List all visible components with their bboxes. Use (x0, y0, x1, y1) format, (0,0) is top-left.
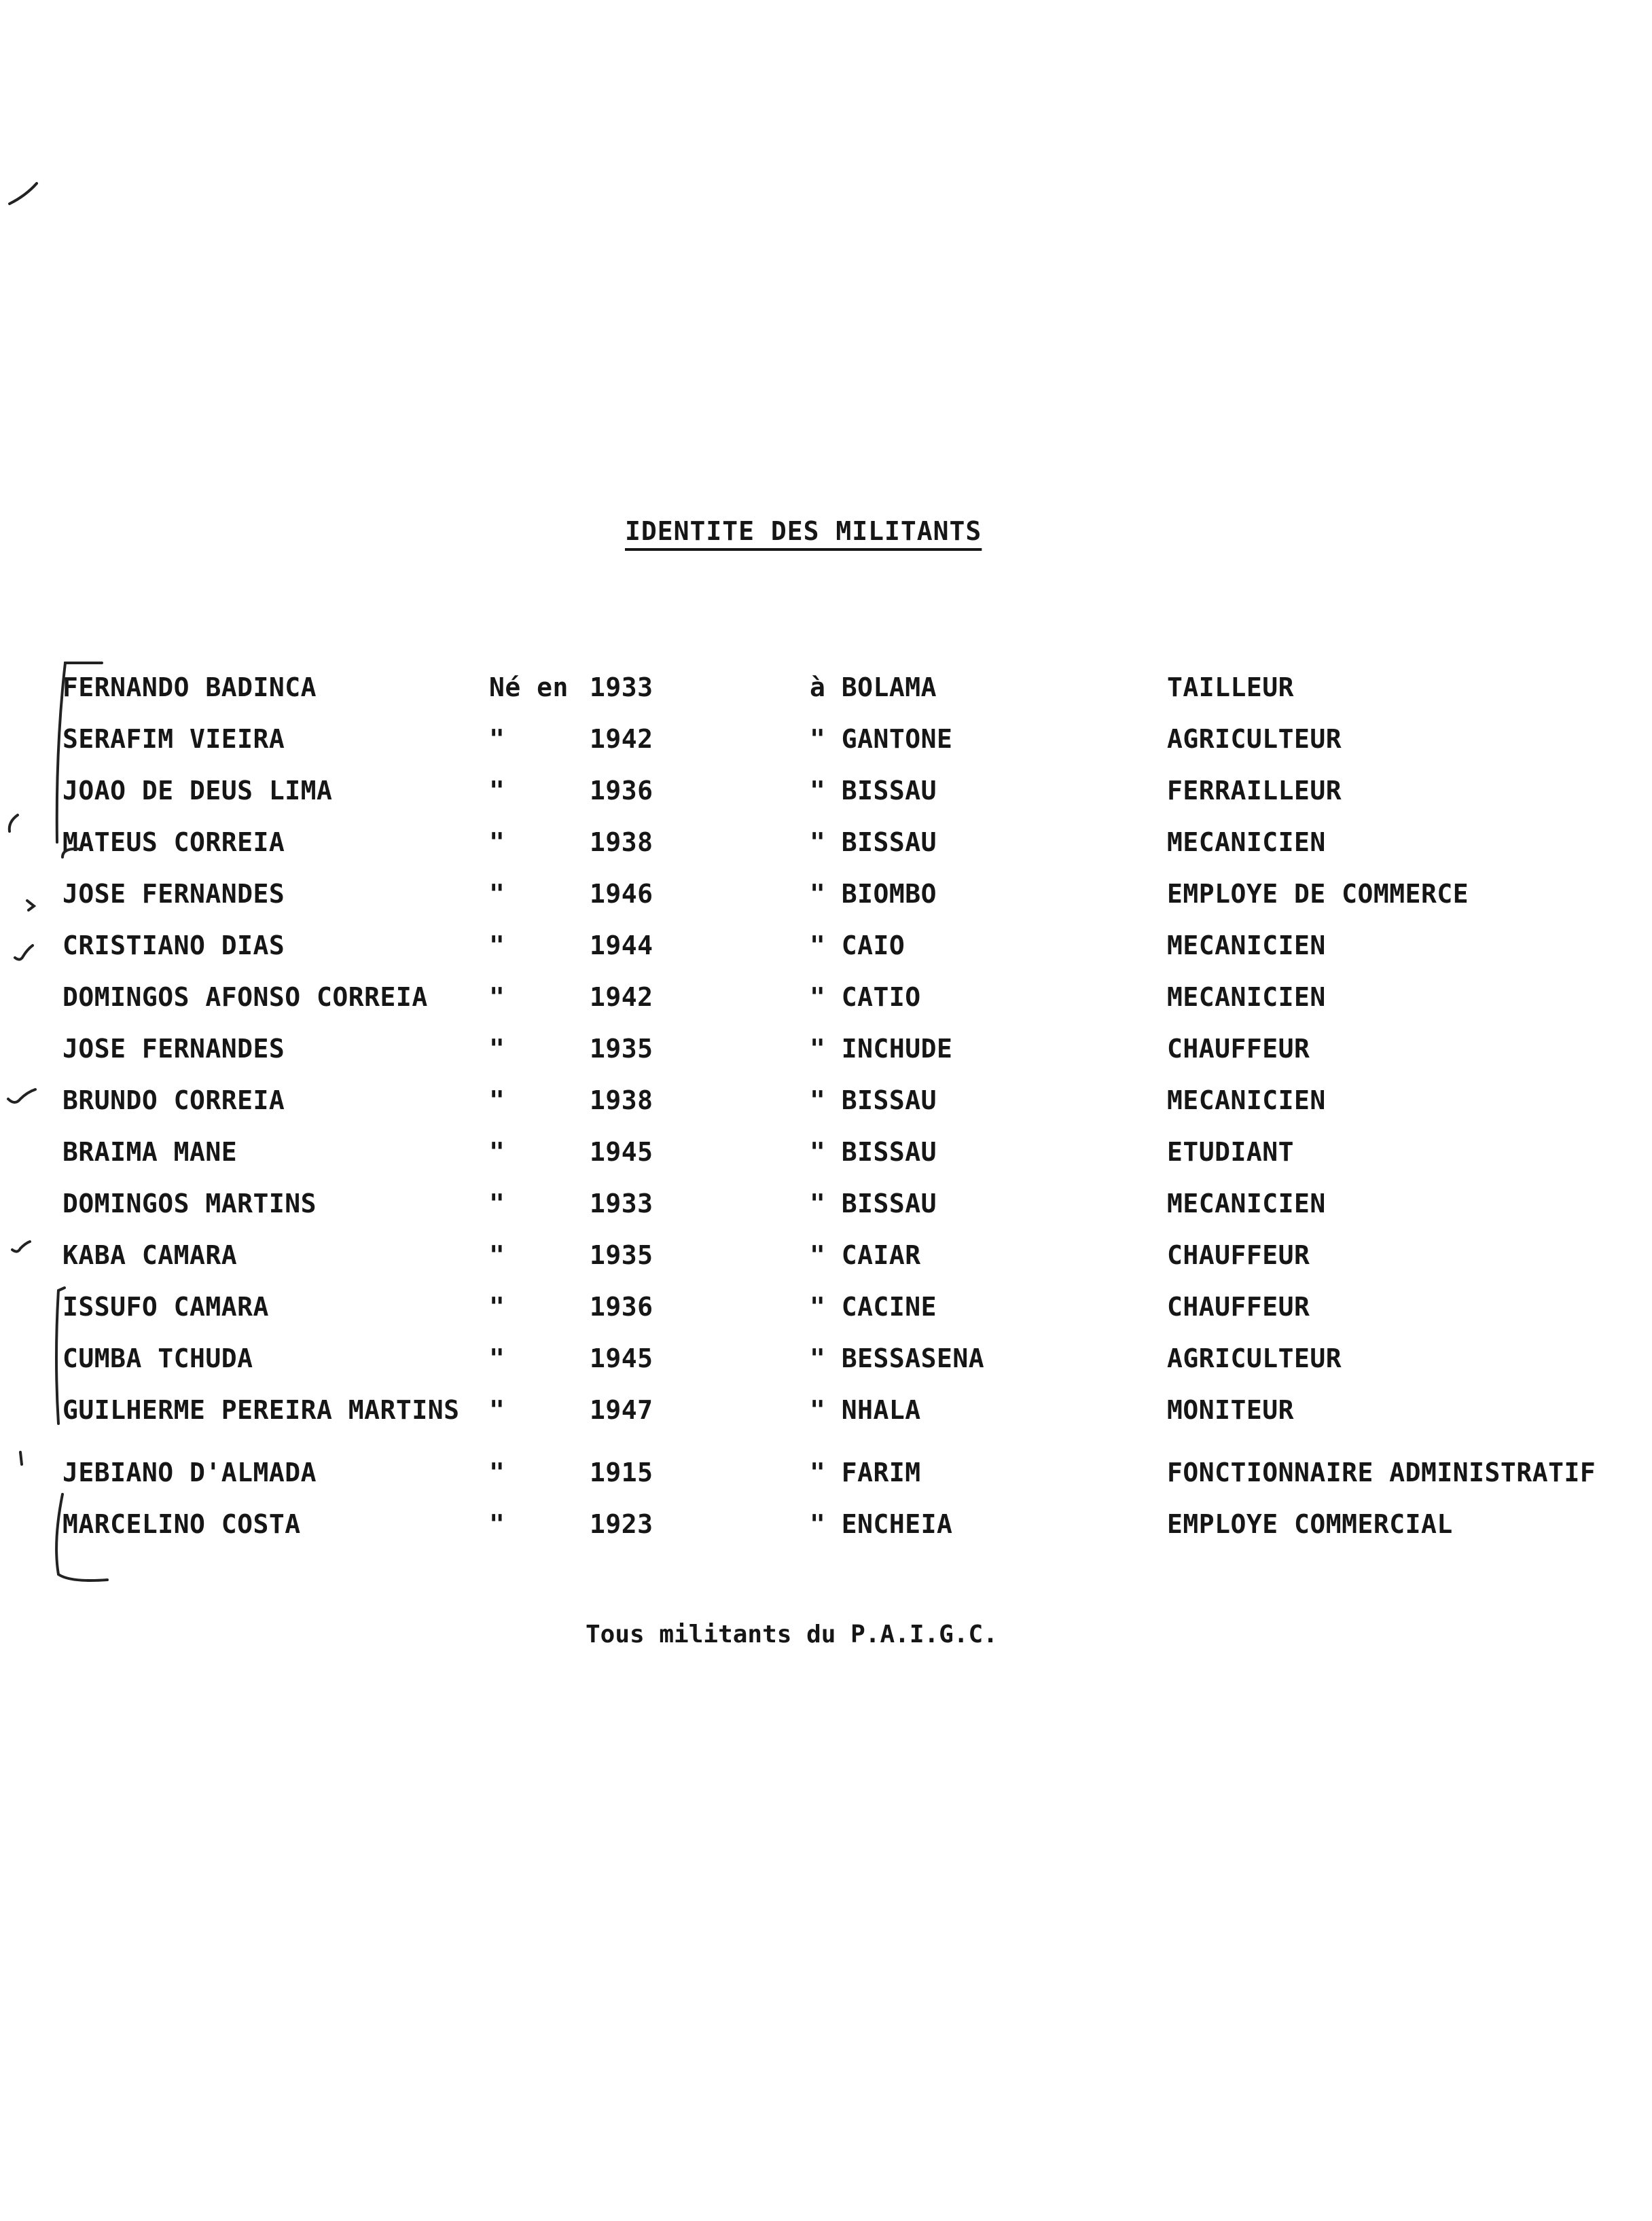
militant-name: BRAIMA MANE (62, 1137, 238, 1167)
roster-row (0, 982, 1652, 1023)
birth-year: 1946 (590, 879, 653, 909)
roster-row (0, 1137, 1652, 1178)
occupation: TAILLEUR (1167, 672, 1295, 702)
occupation: MECANICIEN (1167, 827, 1326, 857)
militant-name: MARCELINO COSTA (62, 1509, 301, 1539)
birth-prefix: " (489, 724, 505, 754)
occupation: FERRAILLEUR (1167, 776, 1342, 806)
birth-place: " BISSAU (810, 1137, 937, 1167)
roster-row (0, 724, 1652, 765)
birth-year: 1942 (590, 724, 653, 754)
birth-prefix: " (489, 1509, 505, 1539)
birth-place: " BISSAU (810, 827, 937, 857)
birth-place: " INCHUDE (810, 1034, 953, 1064)
occupation: MECANICIEN (1167, 1189, 1326, 1218)
birth-year: 1947 (590, 1395, 653, 1425)
birth-prefix: " (489, 1137, 505, 1167)
document-title: IDENTITE DES MILITANTS (625, 516, 982, 546)
roster-row (0, 1458, 1652, 1498)
militant-name: DOMINGOS MARTINS (62, 1189, 317, 1218)
birth-place: " GANTONE (810, 724, 953, 754)
birth-year: 1933 (590, 1189, 653, 1218)
occupation: CHAUFFEUR (1167, 1240, 1310, 1270)
birth-year: 1936 (590, 1292, 653, 1322)
birth-place: " BISSAU (810, 1189, 937, 1218)
birth-place: " BIOMBO (810, 879, 937, 909)
birth-place: " CAIO (810, 931, 905, 960)
militant-name: JEBIANO D'ALMADA (62, 1458, 317, 1487)
birth-prefix: " (489, 1395, 505, 1425)
birth-prefix: " (489, 1189, 505, 1218)
occupation: CHAUFFEUR (1167, 1034, 1310, 1064)
birth-prefix: " (489, 776, 505, 806)
occupation: MONITEUR (1167, 1395, 1295, 1425)
birth-year: 1933 (590, 672, 653, 702)
roster-row (0, 931, 1652, 971)
occupation: AGRICULTEUR (1167, 724, 1342, 754)
birth-year: 1942 (590, 982, 653, 1012)
occupation: EMPLOYE COMMERCIAL (1167, 1509, 1453, 1539)
roster-row (0, 1343, 1652, 1384)
birth-place: " BISSAU (810, 776, 937, 806)
birth-prefix: " (489, 1034, 505, 1064)
militant-name: ISSUFO CAMARA (62, 1292, 269, 1322)
document-footer: Tous militants du P.A.I.G.C. (586, 1621, 998, 1648)
roster-row (0, 1509, 1652, 1550)
birth-place: " BESSASENA (810, 1343, 985, 1373)
militant-name: GUILHERME PEREIRA MARTINS (62, 1395, 460, 1425)
militant-name: SERAFIM VIEIRA (62, 724, 285, 754)
militant-name: MATEUS CORREIA (62, 827, 285, 857)
birth-place: " CAIAR (810, 1240, 921, 1270)
occupation: MECANICIEN (1167, 1085, 1326, 1115)
birth-prefix: " (489, 1240, 505, 1270)
militant-name: BRUNDO CORREIA (62, 1085, 285, 1115)
roster-row (0, 672, 1652, 713)
roster-row (0, 1034, 1652, 1075)
birth-prefix: Né en (489, 672, 569, 702)
birth-place: " FARIM (810, 1458, 921, 1487)
occupation: MECANICIEN (1167, 982, 1326, 1012)
militant-name: JOSE FERNANDES (62, 1034, 285, 1064)
birth-prefix: " (489, 1292, 505, 1322)
birth-year: 1945 (590, 1343, 653, 1373)
birth-prefix: " (489, 931, 505, 960)
birth-year: 1936 (590, 776, 653, 806)
birth-year: 1945 (590, 1137, 653, 1167)
occupation: FONCTIONNAIRE ADMINISTRATIF (1167, 1458, 1596, 1487)
roster-row (0, 1085, 1652, 1126)
birth-place: " ENCHEIA (810, 1509, 953, 1539)
occupation: CHAUFFEUR (1167, 1292, 1310, 1322)
militant-name: KABA CAMARA (62, 1240, 238, 1270)
birth-place: à BOLAMA (810, 672, 937, 702)
birth-prefix: " (489, 1458, 505, 1487)
birth-year: 1923 (590, 1509, 653, 1539)
militant-name: DOMINGOS AFONSO CORREIA (62, 982, 428, 1012)
occupation: MECANICIEN (1167, 931, 1326, 960)
roster-row (0, 1189, 1652, 1229)
birth-prefix: " (489, 879, 505, 909)
roster-row (0, 776, 1652, 816)
militant-name: JOSE FERNANDES (62, 879, 285, 909)
birth-year: 1938 (590, 827, 653, 857)
occupation: ETUDIANT (1167, 1137, 1295, 1167)
birth-year: 1935 (590, 1034, 653, 1064)
militant-name: FERNANDO BADINCA (62, 672, 317, 702)
birth-prefix: " (489, 1085, 505, 1115)
roster-row (0, 1395, 1652, 1436)
roster-row (0, 827, 1652, 868)
militant-name: JOAO DE DEUS LIMA (62, 776, 333, 806)
birth-year: 1935 (590, 1240, 653, 1270)
birth-place: " CACINE (810, 1292, 937, 1322)
birth-place: " NHALA (810, 1395, 921, 1425)
birth-year: 1938 (590, 1085, 653, 1115)
roster-row (0, 879, 1652, 920)
birth-prefix: " (489, 982, 505, 1012)
militant-name: CRISTIANO DIAS (62, 931, 285, 960)
birth-year: 1944 (590, 931, 653, 960)
birth-place: " BISSAU (810, 1085, 937, 1115)
birth-prefix: " (489, 1343, 505, 1373)
birth-place: " CATIO (810, 982, 921, 1012)
birth-prefix: " (489, 827, 505, 857)
occupation: AGRICULTEUR (1167, 1343, 1342, 1373)
roster-row (0, 1240, 1652, 1281)
roster-row (0, 1292, 1652, 1333)
militant-name: CUMBA TCHUDA (62, 1343, 253, 1373)
occupation: EMPLOYE DE COMMERCE (1167, 879, 1469, 909)
birth-year: 1915 (590, 1458, 653, 1487)
